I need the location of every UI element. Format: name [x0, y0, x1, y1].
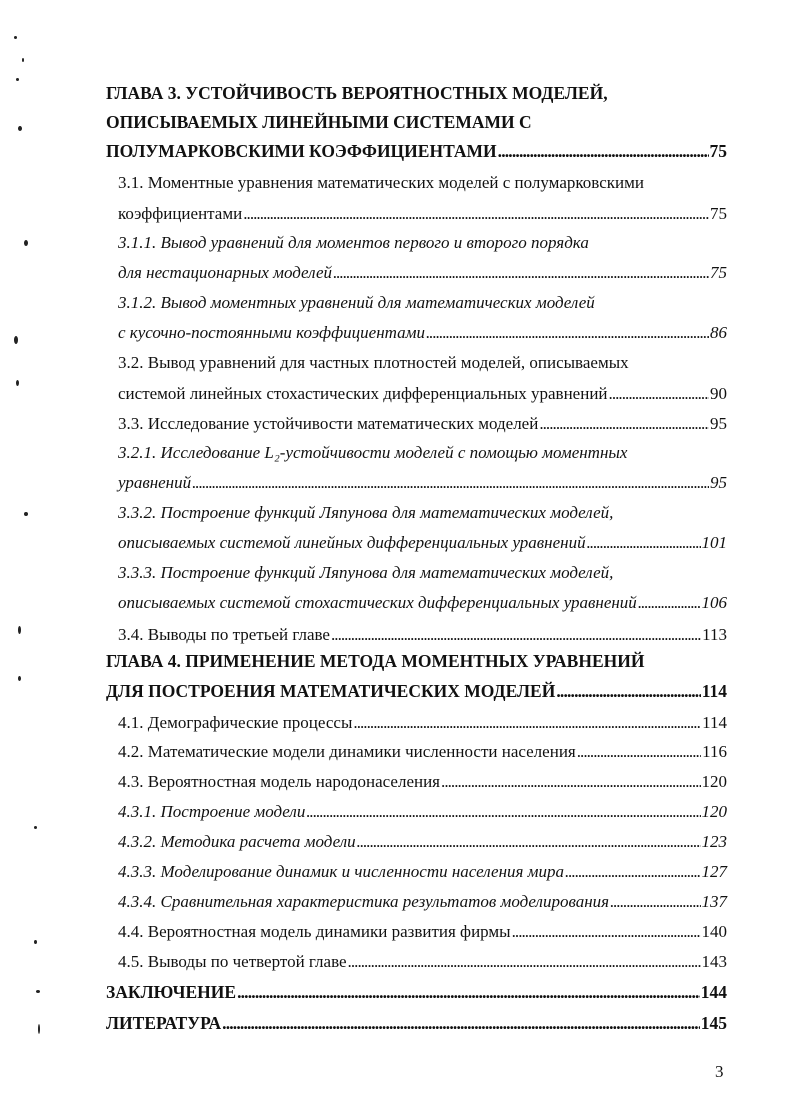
toc-references [106, 1008, 727, 1038]
scan-speck [18, 626, 21, 634]
toc-page-number: 106 [701, 593, 727, 612]
toc-title: ДЛЯ ПОСТРОЕНИЯ МАТЕМАТИЧЕСКИХ МОДЕЛЕЙ [106, 681, 556, 701]
scan-speck [18, 676, 21, 681]
toc-title: 4.4. Вероятностная модель динамики развития фирмы [118, 922, 511, 941]
leader-dots [512, 917, 701, 946]
leader-dots [353, 708, 701, 737]
toc-page-number: 116 [702, 742, 727, 761]
toc-title: системой линейных стохастических дифференциальных уравнений [118, 384, 608, 403]
scan-speck [18, 126, 22, 131]
scan-speck [14, 36, 17, 39]
scan-speck [22, 58, 24, 62]
toc-page-number: 90 [710, 384, 727, 403]
toc-section-4-5 [118, 947, 727, 976]
page-number: 3 [715, 1062, 724, 1081]
toc-title: 4.5. Выводы по четвертой главе [118, 952, 347, 971]
leader-dots [441, 767, 700, 796]
toc-title: 4.2. Математические модели динамики численности населения [118, 742, 576, 761]
leader-dots [498, 137, 709, 166]
toc-title: 4.3.3. Моделирование динамик и численности населения мира [118, 862, 565, 881]
toc-page-number: 75 [709, 141, 727, 161]
toc-subsection-4-3-2 [118, 827, 727, 856]
toc-page-number: 114 [701, 681, 727, 701]
scan-speck [34, 826, 37, 829]
toc-title: ПОЛУМАРКОВСКИМИ КОЭФФИЦИЕНТАМИ [106, 141, 497, 161]
toc-conclusion [106, 977, 727, 1007]
leader-dots [609, 378, 709, 409]
toc-page-number: 114 [702, 713, 727, 732]
toc-page-number: 86 [710, 323, 727, 342]
toc-chapter-4 [106, 646, 727, 706]
scan-speck [14, 336, 18, 344]
toc-subsection-4-3-3 [118, 857, 727, 886]
leader-dots [192, 468, 709, 498]
toc-chapter-3 [106, 79, 727, 166]
toc-title: с кусочно-постоянными коэффициентами [118, 323, 425, 342]
toc-line: ГЛАВА 3. УСТОЙЧИВОСТЬ ВЕРОЯТНОСТНЫХ МОДЕЛЕЙ, [106, 83, 608, 103]
leader-dots [565, 857, 700, 886]
toc-line: ГЛАВА 4. ПРИМЕНЕНИЕ МЕТОДА МОМЕНТНЫХ УРАВНЕНИЙ [106, 651, 645, 671]
toc-subsection-3-1-2 [118, 288, 727, 348]
leader-dots [357, 827, 701, 856]
toc-line: 3.3.3. Построение функций Ляпунова для математических моделей, [118, 563, 614, 582]
scan-speck [16, 78, 19, 81]
toc-page-number: 120 [701, 802, 727, 821]
toc-line: 3.3.2. Построение функций Ляпунова для математических моделей, [118, 503, 614, 522]
toc-page-number: 113 [702, 625, 727, 644]
toc-title: 4.3. Вероятностная модель народонаселения [118, 772, 441, 791]
toc-line: 3.1.2. Вывод моментных уравнений для математических моделей [118, 293, 595, 312]
toc-subsection-3-2-1 [118, 438, 727, 498]
toc-subsection-3-1-1 [118, 228, 727, 288]
toc-title: коэффициентами [118, 204, 243, 223]
toc-section-3-1 [118, 167, 727, 229]
toc-page-number: 101 [701, 533, 727, 552]
toc-line: 3.1.1. Вывод уравнений для моментов первого и второго порядка [118, 233, 589, 252]
toc-page-number: 95 [710, 473, 727, 492]
toc-title: 3.3. Исследование устойчивости математических моделей [118, 414, 539, 433]
toc-page-number: 95 [710, 414, 727, 433]
toc-page-number: 123 [701, 832, 727, 851]
scan-speck [36, 990, 40, 993]
toc-line: ОПИСЫВАЕМЫХ ЛИНЕЙНЫМИ СИСТЕМАМИ С [106, 112, 532, 132]
leader-dots [306, 797, 700, 826]
leader-dots [243, 198, 709, 229]
leader-dots [539, 408, 709, 439]
toc-subsection-4-3-1 [118, 797, 727, 826]
toc-subsection-3-3-2 [118, 498, 727, 558]
toc-page-number: 143 [701, 952, 727, 971]
leader-dots [426, 318, 709, 348]
toc-page-number: 127 [701, 862, 727, 881]
toc-section-4-2 [118, 737, 727, 766]
toc-page-number: 144 [700, 982, 727, 1002]
toc-section-3-3 [118, 408, 727, 439]
toc-section-4-3 [118, 767, 727, 796]
toc-title: уравнений [118, 473, 192, 492]
leader-dots [333, 258, 709, 288]
toc-title: для нестационарных моделей [118, 263, 333, 282]
toc-title: 4.1. Демографические процессы [118, 713, 353, 732]
toc-title: описываемых системой стохастических дифференциальных уравнений [118, 593, 637, 612]
toc-title: 4.3.2. Методика расчета модели [118, 832, 356, 851]
toc-section-3-2 [118, 347, 727, 409]
toc-page-number: 140 [701, 922, 727, 941]
toc-subsection-3-3-3 [118, 558, 727, 618]
toc-page-number: 145 [700, 1013, 727, 1033]
scan-speck [24, 240, 28, 246]
leader-dots [556, 676, 700, 706]
scan-speck [38, 1024, 40, 1034]
toc-line: 3.2.1. Исследование L₂-устойчивости моделей с помощью моментных [118, 443, 628, 462]
leader-dots [577, 737, 701, 766]
scan-speck [24, 512, 28, 516]
toc-title: 3.4. Выводы по третьей главе [118, 625, 330, 644]
leader-dots [348, 947, 701, 976]
leader-dots [222, 1008, 700, 1038]
toc-line: 3.2. Вывод уравнений для частных плотностей моделей, описываемых [118, 353, 629, 372]
toc-section-4-1 [118, 708, 727, 737]
leader-dots [237, 977, 700, 1007]
leader-dots [610, 887, 700, 916]
toc-title: 4.3.4. Сравнительная характеристика результатов моделирования [118, 892, 610, 911]
scan-speck [16, 380, 19, 386]
toc-title: описываемых системой линейных дифференциальных уравнений [118, 533, 586, 552]
toc-line: 3.1. Моментные уравнения математических моделей с полумарковскими [118, 173, 644, 192]
leader-dots [587, 528, 701, 558]
toc-page-number: 137 [701, 892, 727, 911]
toc-title: ЛИТЕРАТУРА [106, 1013, 222, 1033]
toc-subsection-4-3-4 [118, 887, 727, 916]
toc-page-number: 75 [710, 204, 727, 223]
scan-speck [34, 940, 37, 944]
toc-page-number: 75 [710, 263, 727, 282]
toc-section-4-4 [118, 917, 727, 946]
toc-page-number: 120 [701, 772, 727, 791]
toc-title: 4.3.1. Построение модели [118, 802, 306, 821]
toc-title: ЗАКЛЮЧЕНИЕ [106, 982, 237, 1002]
leader-dots [638, 588, 701, 618]
